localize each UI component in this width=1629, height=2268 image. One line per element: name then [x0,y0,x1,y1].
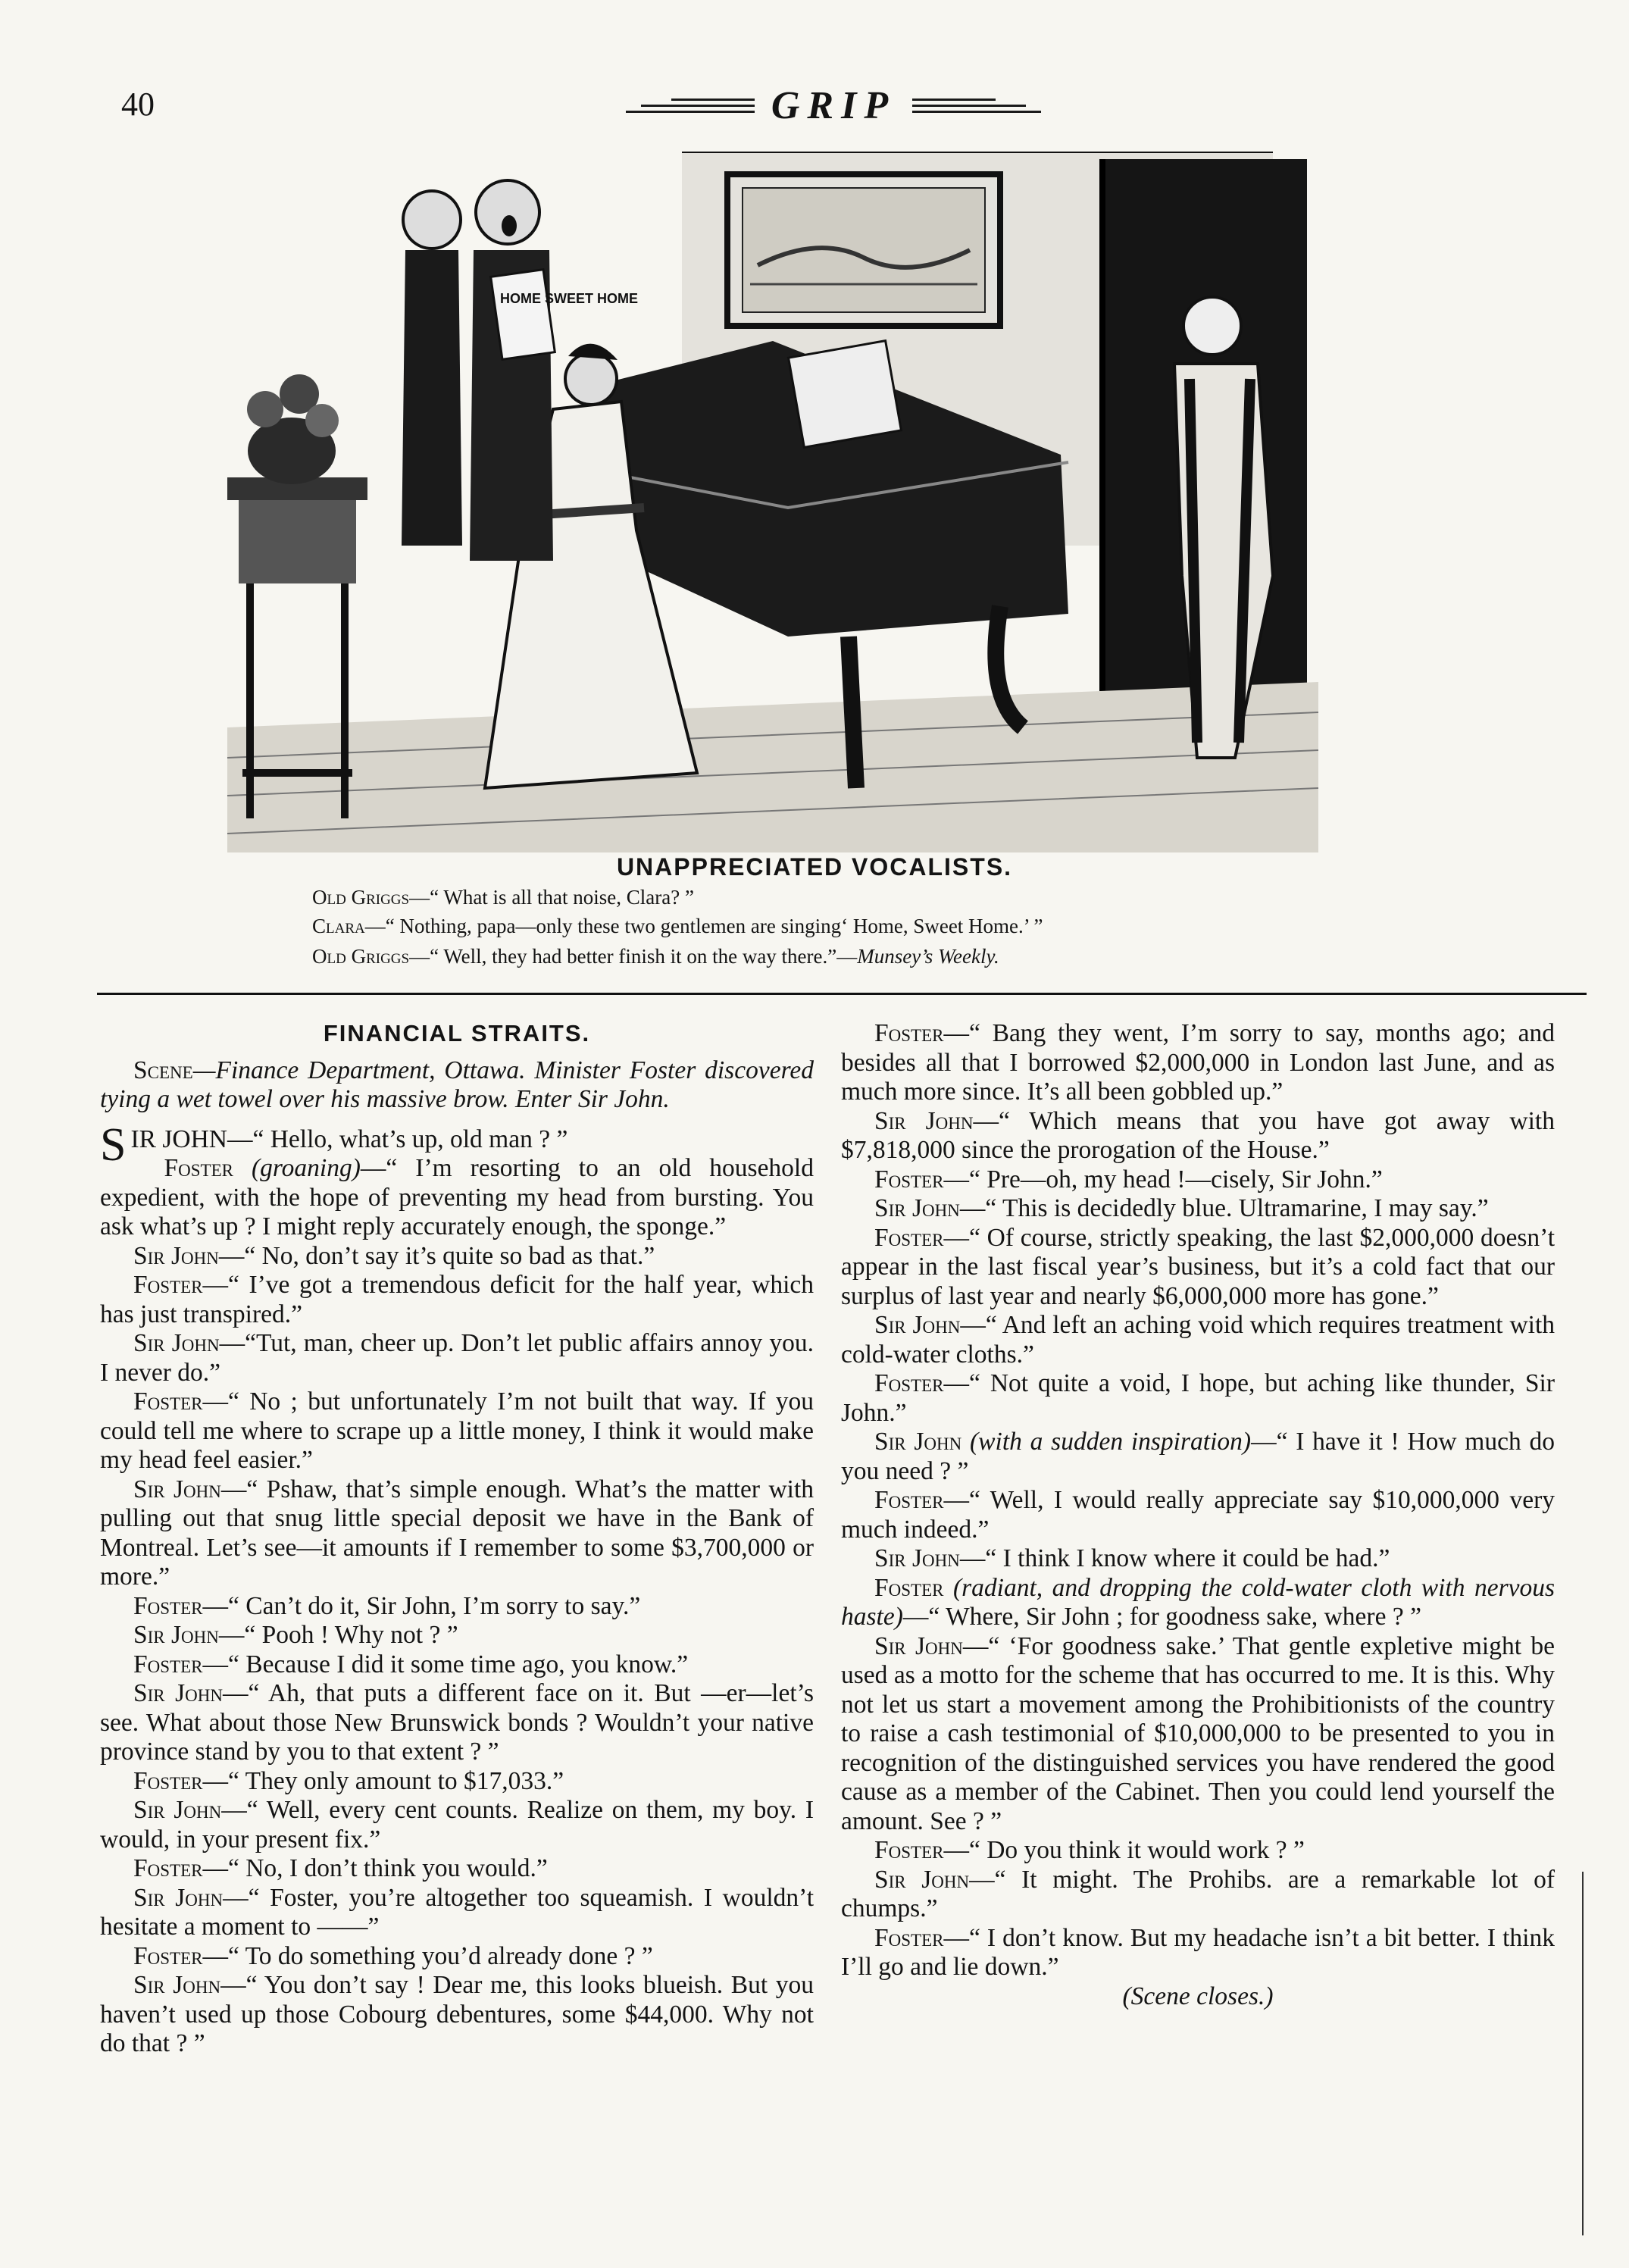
section-divider [97,993,1587,995]
caption-speaker: Old Griggs [312,886,410,909]
right-paragraphs [841,1019,1555,1982]
dialogue-text: —“ Where, Sir John ; for goodness sake, where ? ” [902,1603,1421,1631]
dialogue-text: —“ This is decidedly blue. Ultramarine, I may say.” [959,1194,1489,1222]
speaker-name: Foster [133,1766,203,1795]
dialogue-text: —“ You don’t say ! Dear me, this looks blueish. But you haven’t used up those Cobourg debentures, some $44,000. Why not do that ? ” [100,1971,814,2057]
dialogue-paragraph [841,1486,1555,1544]
cartoon-illustration [197,152,1455,852]
dialogue-text: —“ I’ve got a tremendous deficit for the half year, which has just transpired.” [100,1271,814,1328]
dialogue-paragraph [100,1884,814,1942]
dialogue-text: —“ Because I did it some time ago, you know.” [202,1650,689,1678]
dialogue-text: —“ I don’t know. But my headache isn’t a bit better. I think I’ll go and lie down.” [841,1923,1555,1981]
speaker-name: Sir John [874,1865,970,1894]
dialogue-text: —“ Hello, what’s up, old man ? ” [227,1125,568,1153]
speaker-name: Sir John [874,1106,974,1135]
dialogue-paragraph [100,1650,814,1680]
caption-line-3 [312,943,1373,970]
dialogue-paragraph [100,1796,814,1854]
speaker-name: Foster [133,1591,203,1620]
speaker-name: Sir John [133,1883,224,1912]
speaker-name: Foster [874,1923,944,1952]
caption-line-2 [312,912,1373,940]
scene-closes: (Scene closes.) [1122,1982,1274,2010]
dialogue-paragraph [100,1679,814,1767]
dialogue-paragraph [100,1242,814,1272]
caption-speaker: Clara [312,915,365,937]
speaker-name: Foster [133,1387,203,1416]
dialogue-text: —“ Pre—oh, my head !—cisely, Sir John.” [943,1165,1383,1193]
dialogue-text: —“ To do something you’d already done ? ” [202,1941,653,1970]
caption-text: —“ Well, they had better finish it on the way there.”— [409,945,858,968]
dialogue-text: —“ Do you think it would work ? ” [943,1836,1305,1864]
dialogue-paragraph [100,1271,814,1329]
speaker-name: Sir John [133,1241,219,1270]
dialogue-paragraph [841,1224,1555,1312]
scene-label: Scene [133,1056,193,1084]
speaker-name: Sir John [133,1796,222,1824]
dialogue-paragraph [100,1942,814,1972]
masthead [591,79,1076,132]
dialogue-text: —“ Well, every cent counts. Realize on them, my boy. I would, in your present fix.” [100,1796,814,1854]
dialogue-paragraph [100,1971,814,2059]
dialogue-text: —“ No, don’t say it’s quite so bad as that.” [218,1241,655,1270]
stage-direction: (radiant, and dropping the cold-water cloth with nervous haste) [841,1573,1556,1631]
speaker-name: Foster [874,1165,944,1193]
dialogue-text: —“ ‘For goodness sake.’ That gentle expletive might be used as a motto for the scheme that has occurred to me. It is this. Why not let us start a movement among the Prohibitionists of the country to raise a cash testimonial of $10,000,000 to be presented to you in recognition of the distinguished services you have rendered the good cause as a member of the Cabinet. Then you could lend yourself the amount. See ? ” [841,1631,1555,1835]
dialogue-text: —“ Pshaw, that’s simple enough. What’s the matter with pulling out that snug little special deposit we have in the Bank of Montreal. Let’s see—it amounts if I remember to some $3,700,000 or more.” [100,1475,814,1591]
caption-speaker: Old Griggs [312,945,410,968]
speaker-name: Foster [874,1369,944,1397]
speaker-name: Sir John [133,1475,221,1503]
dialogue-paragraph [841,1194,1555,1224]
painting-on-wall-icon [727,174,1000,326]
dialogue-paragraph [100,1154,814,1242]
dialogue-paragraph [841,1165,1555,1195]
dialogue-text: —“Tut, man, cheer up. Don’t let public affairs annoy you. I never do.” [100,1329,814,1387]
dialogue-paragraph [841,1019,1555,1107]
dialogue-paragraph [841,1836,1555,1866]
scene-description [100,1056,814,1115]
caption-title: UNAPPRECIATED VOCALISTS. [616,853,1013,881]
speaker-name: Sir John [133,1329,220,1357]
dialogue-text: —“ I have it ! How much do you need ? ” [841,1428,1555,1485]
dialogue-text: —“ No, I don’t think you would.” [202,1854,548,1882]
dialogue-paragraph [841,1369,1555,1428]
dialogue-paragraph [841,1866,1555,1924]
page-number: 40 [121,86,155,123]
speaker-name: Foster [133,1271,203,1299]
dialogue-paragraph [100,1387,814,1475]
speaker-name: Sir John [874,1631,963,1660]
dialogue-text: —“ No ; but unfortunately I’m not built that way. If you could tell me where to scrape up a little money, I think it would make my head feel easier.” [100,1387,814,1474]
dialogue-paragraph [841,1107,1555,1165]
speaker-name: Foster [874,1486,944,1514]
dialogue-text: —“ It might. The Prohibs. are a remarkable lot of chumps.” [841,1865,1556,1922]
speaker-name: Foster [874,1223,944,1252]
speaker-name: Foster [133,1941,203,1970]
article-heading: FINANCIAL STRAITS. [323,1020,591,1046]
sheet-music-text: HOME SWEET HOME [500,291,639,306]
dialogue-text: —“ Pooh ! Why not ? ” [218,1621,458,1649]
speaker-name: Foster [133,1854,203,1882]
singing-man-left-figure [402,191,462,546]
stage-direction: (with a sudden inspiration) [970,1428,1252,1456]
caption-text: —“ What is all that noise, Clara? ” [409,886,694,909]
dialogue-paragraph [100,1329,814,1387]
masthead-right-rules [912,99,1041,113]
caption-source: Munsey’s Weekly. [857,945,999,968]
speaker-name: Sir John [874,1428,962,1456]
dialogue-text: —“ Which means that you have got away with $7,818,000 since the prorogation of the House.” [841,1106,1555,1164]
dialogue-text: —“ They only amount to $17,033.” [202,1766,564,1795]
speaker-name: Sir John [874,1194,960,1222]
speaker-name: Foster [874,1836,944,1864]
dialogue-text: —“ I think I know where it could be had.” [959,1544,1390,1572]
dialogue-paragraph [841,1632,1555,1837]
dialogue-paragraph [100,1767,814,1797]
dialogue-paragraph [100,1475,814,1592]
speaker-name: Foster [874,1573,944,1602]
flower-pot-icon [247,374,339,484]
caption-text: —“ Nothing, papa—only these two gentlemen are singing‘ Home, Sweet Home.’ ” [364,915,1043,937]
speaker-name: Sir John [874,1544,960,1572]
masthead-left-rules [626,99,755,113]
speaker-name: Sir John [133,1621,219,1649]
speaker-name: Sir John [874,1311,961,1339]
dialogue-text: —“ Bang they went, I’m sorry to say, months ago; and besides all that I borrowed $2,000,000 in London last June, and as much more since. It’s all been gobbled up.” [841,1019,1555,1106]
speaker-name: Sir John [133,1971,221,1999]
margin-rule [1582,1872,1584,2235]
dialogue-paragraph [841,1544,1555,1574]
dialogue-paragraph [841,1428,1555,1486]
dialogue-text: —“ Ah, that puts a different face on it. But —er—let’s see. What about those New Brunswick bonds ? Wouldn’t your native province stand by you to that extent ? ” [100,1679,814,1766]
dialogue-text: —“ Can’t do it, Sir John, I’m sorry to say.” [202,1591,641,1620]
dialogue-paragraph [100,1592,814,1622]
speaker-name: Foster [133,1650,203,1678]
scene-text: —Finance Department, Ottawa. Minister Foster discovered tying a wet towel over his massive brow. Enter Sir John. [100,1056,814,1113]
stage-direction: (groaning) [251,1154,361,1182]
dialogue-text: —“ I’m resorting to an old household expedient, with the hope of preventing my head from bursting. You ask what’s up ? I might reply accurately enough, the sponge.” [100,1154,814,1240]
speaker-name: Foster [164,1154,233,1182]
dialogue-text: —“ And left an aching void which requires treatment with cold-water cloths.” [841,1311,1556,1369]
speaker-name: IR JOHN [130,1125,227,1153]
dialogue-text: —“ Not quite a void, I hope, but aching like thunder, Sir John.” [841,1369,1555,1427]
floor [227,682,1318,852]
speaker-name: Foster [874,1019,944,1047]
drop-cap: S [100,1118,127,1171]
dialogue-paragraph [841,1924,1555,1982]
left-paragraphs [100,1118,814,2059]
masthead-title: GRIP [771,83,896,127]
dialogue-paragraph [841,1311,1555,1369]
dialogue-paragraph [100,1621,814,1650]
dialogue-text: —“ Of course, strictly speaking, the last $2,000,000 doesn’t appear in the last fiscal year’s business, but it’s a cold fact that our surplus of last year and nearly $6,000,000 more has gone.” [841,1223,1555,1310]
dialogue-text: —“ Well, I would really appreciate say $10,000,000 very much indeed.” [841,1486,1555,1544]
caption-line-1 [312,884,1373,911]
article-left-column [100,1019,814,2059]
article-right-column [841,1019,1555,2011]
speaker-name: Sir John [133,1679,223,1707]
dialogue-paragraph [100,1854,814,1884]
dialogue-paragraph [841,1574,1555,1632]
dialogue-text: —“ Foster, you’re altogether too squeamish. I wouldn’t hesitate a moment to ——” [100,1883,814,1941]
